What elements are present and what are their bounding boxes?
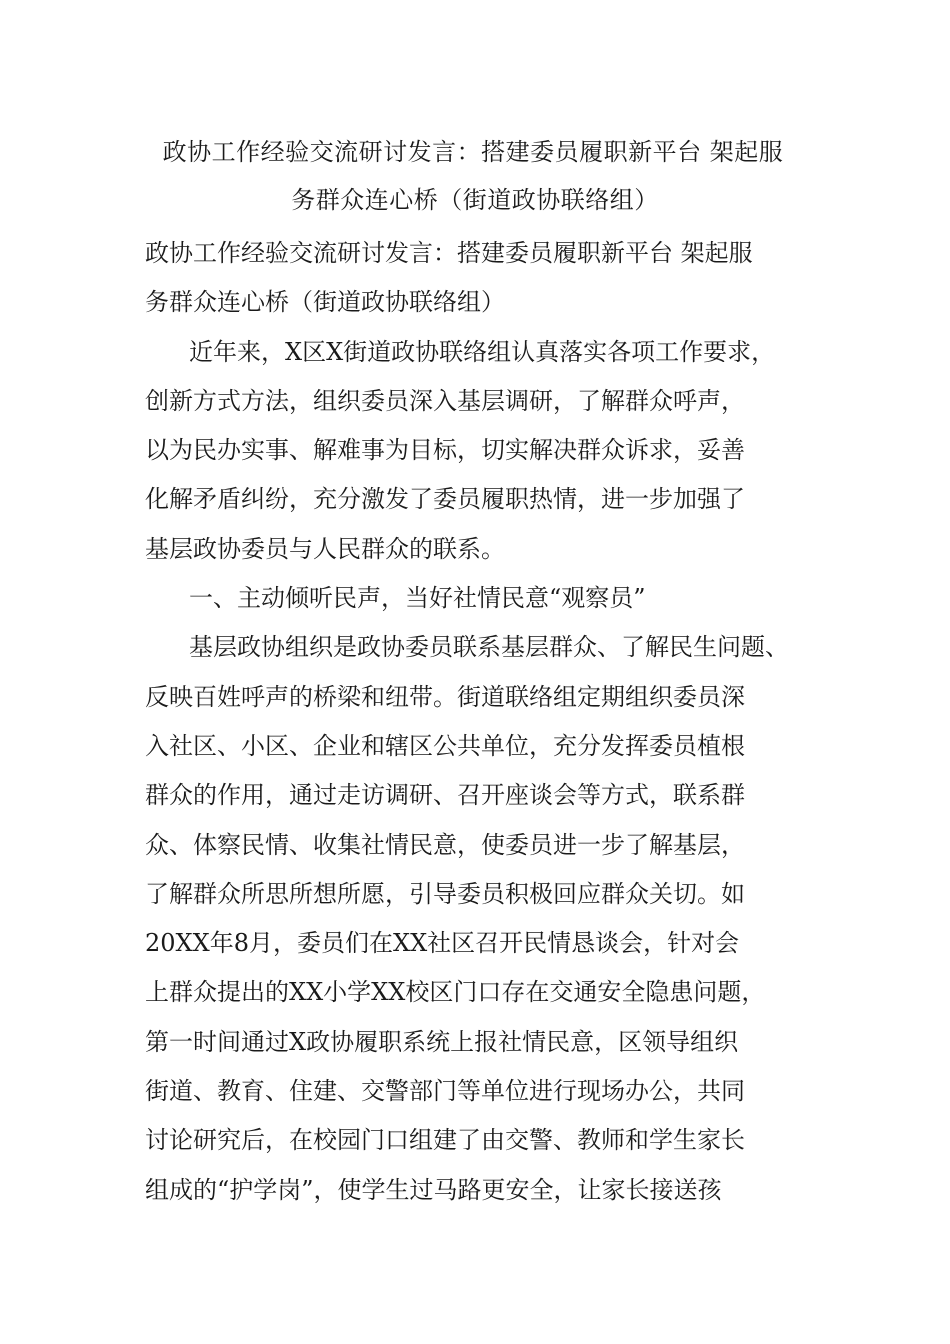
body-line: 近年来，X区X街道政协联络组认真落实各项工作要求， bbox=[189, 337, 776, 366]
body-line: 20XX年8月，委员们在XX社区召开民情恳谈会，针对会 bbox=[145, 929, 740, 958]
body-line: 入社区、小区、企业和辖区公共单位，充分发挥委员植根 bbox=[145, 731, 745, 760]
body-line: 务群众连心桥（街道政协联络组） bbox=[145, 288, 505, 317]
body-line: 街道、教育、住建、交警部门等单位进行现场办公，共同 bbox=[145, 1077, 745, 1106]
body-line: 政协工作经验交流研讨发言：搭建委员履职新平台 架起服 bbox=[145, 239, 753, 267]
document-body bbox=[145, 229, 835, 1215]
section-heading: 一、主动倾听民声，当好社情民意“观察员” bbox=[189, 584, 646, 613]
body-line: 了解群众所思所想所愿，引导委员积极回应群众关切。如 bbox=[145, 879, 745, 908]
body-line: 组成的“护学岗”，使学生过马路更安全，让家长接送孩 bbox=[145, 1175, 722, 1204]
body-line: 以为民办实事、解难事为目标，切实解决群众诉求，妥善 bbox=[145, 436, 745, 465]
body-line: 第一时间通过X政协履职系统上报社情民意，区领导组织 bbox=[145, 1027, 739, 1056]
body-line: 讨论研究后，在校园门口组建了由交警、教师和学生家长 bbox=[145, 1126, 745, 1155]
document-title-line1: 政协工作经验交流研讨发言：搭建委员履职新平台 架起服 bbox=[162, 138, 784, 166]
body-line: 反映百姓呼声的桥梁和纽带。街道联络组定期组织委员深 bbox=[145, 682, 745, 711]
body-line: 化解矛盾纠纷，充分激发了委员履职热情，进一步加强了 bbox=[145, 485, 745, 514]
body-line: 众、体察民情、收集社情民意，使委员进一步了解基层， bbox=[145, 830, 745, 859]
body-line: 基层政协委员与人民群众的联系。 bbox=[145, 534, 505, 563]
body-line: 创新方式方法，组织委员深入基层调研，了解群众呼声， bbox=[145, 386, 745, 415]
body-line: 群众的作用，通过走访调研、召开座谈会等方式，联系群 bbox=[145, 781, 745, 810]
body-line: 基层政协组织是政协委员联系基层群众、了解民生问题、 bbox=[189, 633, 789, 662]
document-title-line2: 务群众连心桥（街道政协联络组） bbox=[291, 186, 659, 214]
body-line: 上群众提出的XX小学XX校区门口存在交通安全隐患问题， bbox=[145, 978, 766, 1007]
